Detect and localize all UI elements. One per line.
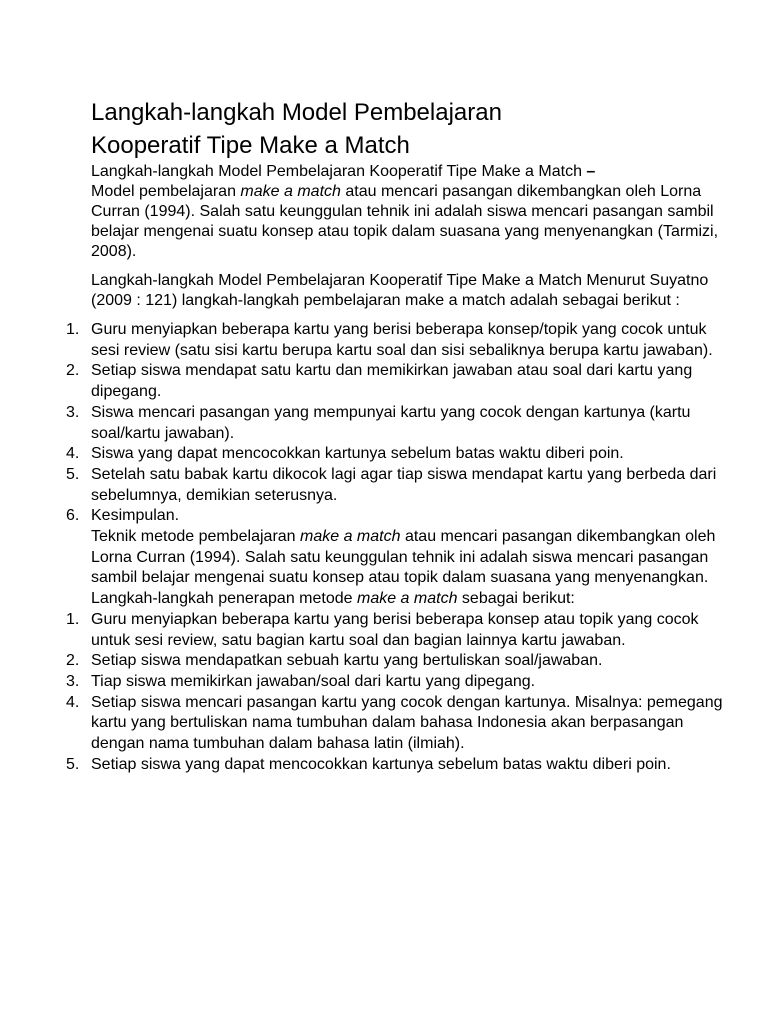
title-line-2: Kooperatif Tipe Make a Match: [91, 132, 410, 159]
intro-dash: –: [586, 163, 596, 180]
list-item-text: Setiap siswa yang dapat mencocokkan kartunya sebelum batas waktu diberi poin.: [91, 755, 671, 773]
list-number: 1.: [66, 321, 80, 338]
kesimpulan-italic-term-2: make a match: [356, 590, 458, 608]
list-item-text: Guru menyiapkan beberapa kartu yang berisi beberapa konsep/topik yang cocok untuk sesi review (satu sisi kartu berupa kartu soal dan sisi sebaliknya berupa kartu jawaban).: [91, 321, 713, 359]
list-item-text: Siswa yang dapat mencocokkan kartunya sebelum batas waktu diberi poin.: [91, 445, 624, 463]
list-item: [66, 320, 728, 361]
list-number: 4.: [66, 693, 80, 711]
title-line-1: Langkah-langkah Model Pembelajaran: [91, 99, 502, 126]
list-item: [66, 361, 728, 402]
list-number: 5.: [66, 465, 80, 483]
kesimpulan-text-3: sebagai berikut:: [457, 590, 575, 608]
kesimpulan-text-1: Teknik metode pembelajaran: [91, 528, 301, 546]
list-item: [66, 672, 728, 693]
list-item: [66, 755, 728, 776]
list-item-text: Setiap siswa mencari pasangan kartu yang cocok dengan kartunya. Misalnya: pemegang kartu yang bertuliskan nama tumbuhan dalam bahasa Indonesia akan berpasangan dengan nama tumbuhan dalam bahasa latin (ilmiah).: [91, 693, 723, 753]
list-item: [66, 610, 728, 651]
list-item: [66, 693, 728, 755]
list-item: [66, 403, 728, 444]
list-item: [66, 651, 728, 672]
list-item-text: Siswa mencari pasangan yang mempunyai kartu yang cocok dengan kartunya (kartu soal/kartu jawaban).: [91, 403, 691, 442]
list-number: 2.: [66, 652, 80, 670]
list-number: 6.: [66, 507, 80, 525]
list-number: 2.: [66, 362, 80, 380]
list-item-text: Kesimpulan.: [91, 507, 180, 525]
list-item: [66, 444, 728, 465]
intro-italic-term: make a match: [240, 183, 341, 200]
steps-list-2: [66, 610, 728, 776]
list-number: 3.: [66, 672, 80, 690]
list-item: [66, 506, 728, 610]
list-item-text: Setelah satu babak kartu dikocok lagi agar tiap siswa mendapat kartu yang berbeda dari sebelumnya, demikian seterusnya.: [91, 465, 717, 504]
page-title: [91, 96, 728, 162]
list-item: [66, 465, 728, 506]
list-item-text: Setiap siswa mendapat satu kartu dan memikirkan jawaban atau soal dari kartu yang dipegang.: [91, 362, 693, 401]
list-number: 4.: [66, 445, 80, 463]
intro-sentence-start: Model pembelajaran: [91, 183, 241, 200]
list-item-text: Tiap siswa memikirkan jawaban/soal dari kartu yang dipegang.: [91, 672, 536, 690]
suyatno-paragraph: Langkah-langkah Model Pembelajaran Kooperatif Tipe Make a Match Menurut Suyatno (2009 : 121) langkah-langkah pembelajaran make a match adalah sebagai berikut :: [91, 272, 709, 309]
intro-sentence-rest: atau mencari pasangan dikembangkan oleh Lorna Curran (1994). Salah satu keunggulan tehnik ini adalah siswa mencari pasangan sambil belajar mengenai suatu konsep atau topik dalam suasana yang menyenangkan (Tarmizi, 2008).: [91, 183, 719, 260]
list-item-text: Guru menyiapkan beberapa kartu yang berisi beberapa konsep atau topik yang cocok untuk sesi review, satu bagian kartu soal dan bagian lainnya kartu jawaban.: [91, 610, 699, 649]
list-item-text: Setiap siswa mendapatkan sebuah kartu yang bertuliskan soal/jawaban.: [91, 652, 603, 670]
list-number: 1.: [66, 610, 80, 628]
kesimpulan-italic-term-1: make a match: [300, 528, 401, 546]
kesimpulan-text-2: atau mencari pasangan dikembangkan oleh Lorna Curran (1994). Salah satu keunggulan tehnik ini adalah siswa mencari pasangan sambil belajar mengenai suatu konsep atau topik dalam suasana yang menyenangkan. Langkah-langkah penerapan metode: [91, 528, 716, 608]
list-number: 3.: [66, 403, 80, 421]
steps-list-1: [66, 320, 728, 610]
list-number: 5.: [66, 755, 80, 773]
intro-paragraph: [91, 162, 728, 262]
intro-prefix: Langkah-langkah Model Pembelajaran Kooperatif Tipe Make a Match: [91, 163, 587, 180]
